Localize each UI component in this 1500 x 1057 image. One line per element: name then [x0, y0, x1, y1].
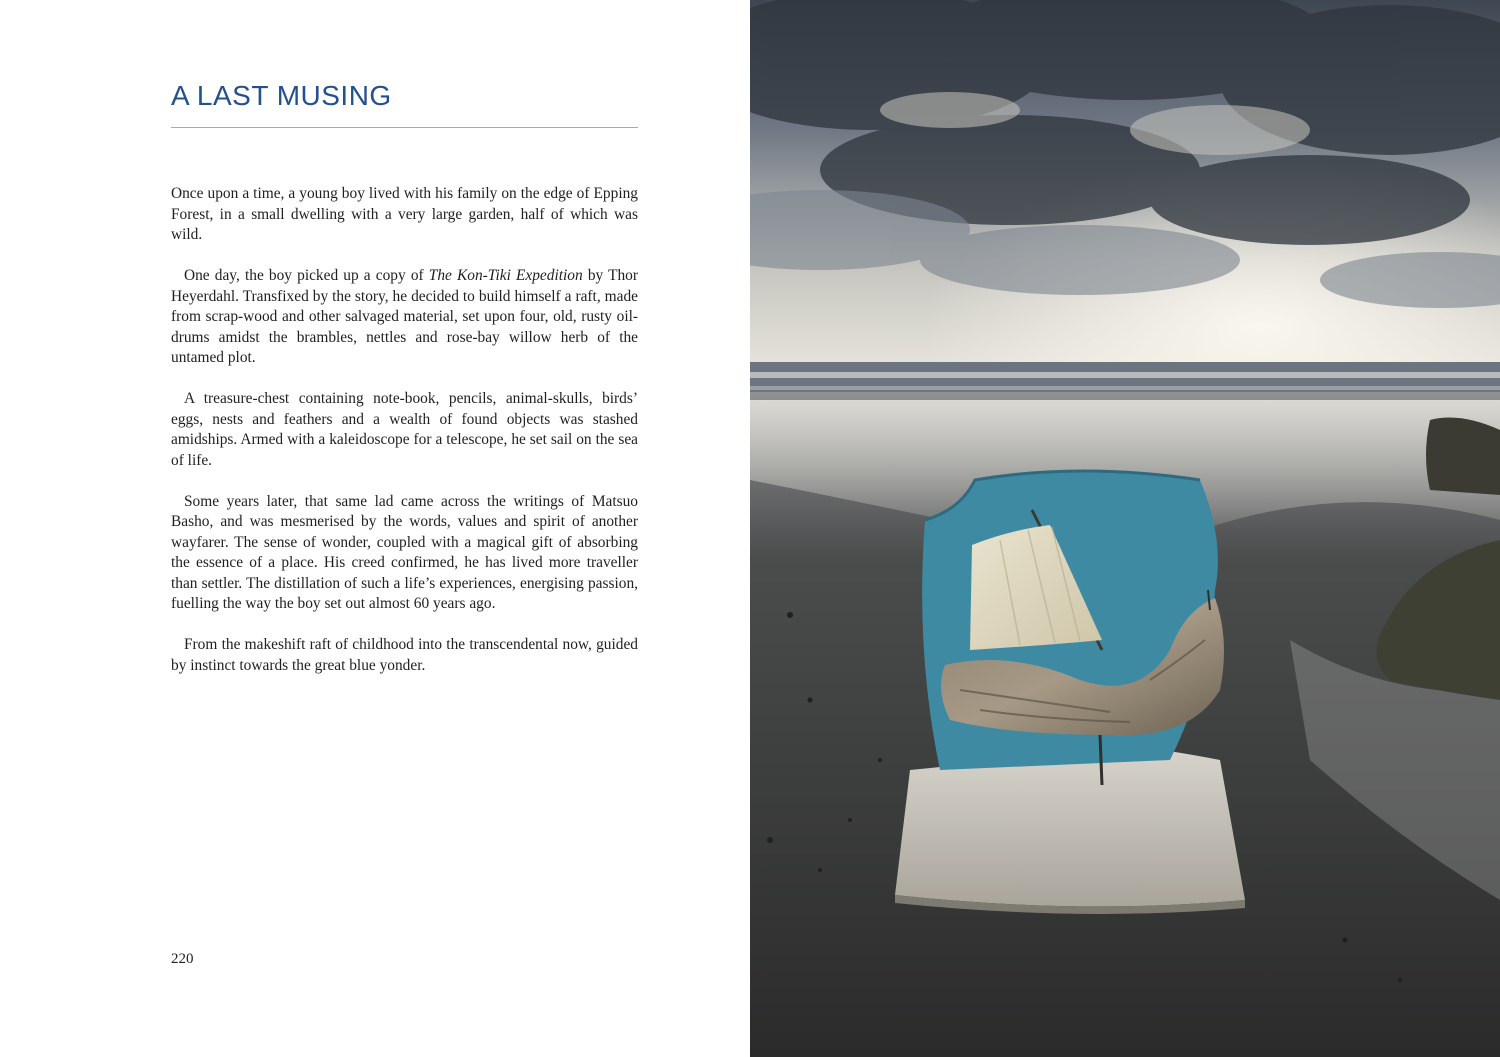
body-text: [171, 184, 638, 697]
paragraph-2: [171, 266, 638, 369]
page-number: 220: [171, 951, 194, 967]
paragraph-1: Once upon a time, a young boy lived with his family on the edge of Epping Forest, in a small dwelling with a very large garden, half of which was wild.: [171, 185, 638, 243]
right-page-photo: [750, 0, 1500, 1057]
paragraph-5: From the makeshift raft of childhood into the transcendental now, guided by instinct towards the great blue yonder.: [171, 636, 638, 674]
paragraph-3: A treasure-chest containing note-book, pencils, animal-skulls, birds’ eggs, nests and feathers and a wealth of found objects was stashed amidships. Armed with a kaleidoscope for a telescope, he set sail on the sea of life.: [171, 390, 638, 469]
book-title-kon-tiki: The Kon-Tiki Expedition: [428, 267, 583, 284]
paragraph-4: Some years later, that same lad came across the writings of Matsuo Basho, and was mesmerised by the words, values and spirit of another wayfarer. The sense of wonder, coupled with a magical gift of absorbing the essence of a place. His creed confirmed, he has lived more traveller than settler. The distillation of such a life’s experiences, energising passion, fuelling the way the boy set out almost 60 years ago.: [171, 492, 638, 612]
title-rule: [171, 127, 638, 128]
chapter-title: A LAST MUSING: [171, 80, 392, 111]
paragraph-2-end: by Thor Heyerdahl. Transfixed by the story, he decided to build himself a raft, made from scrap-wood and other salvaged material, set upon four, old, rusty oil-drums amidst the brambles, nettles and rose-bay willow herb of the untamed plot.: [171, 267, 638, 366]
paragraph-2-start: One day, the boy picked up a copy of: [184, 267, 429, 284]
beach-boat-photo: [750, 0, 1500, 1057]
